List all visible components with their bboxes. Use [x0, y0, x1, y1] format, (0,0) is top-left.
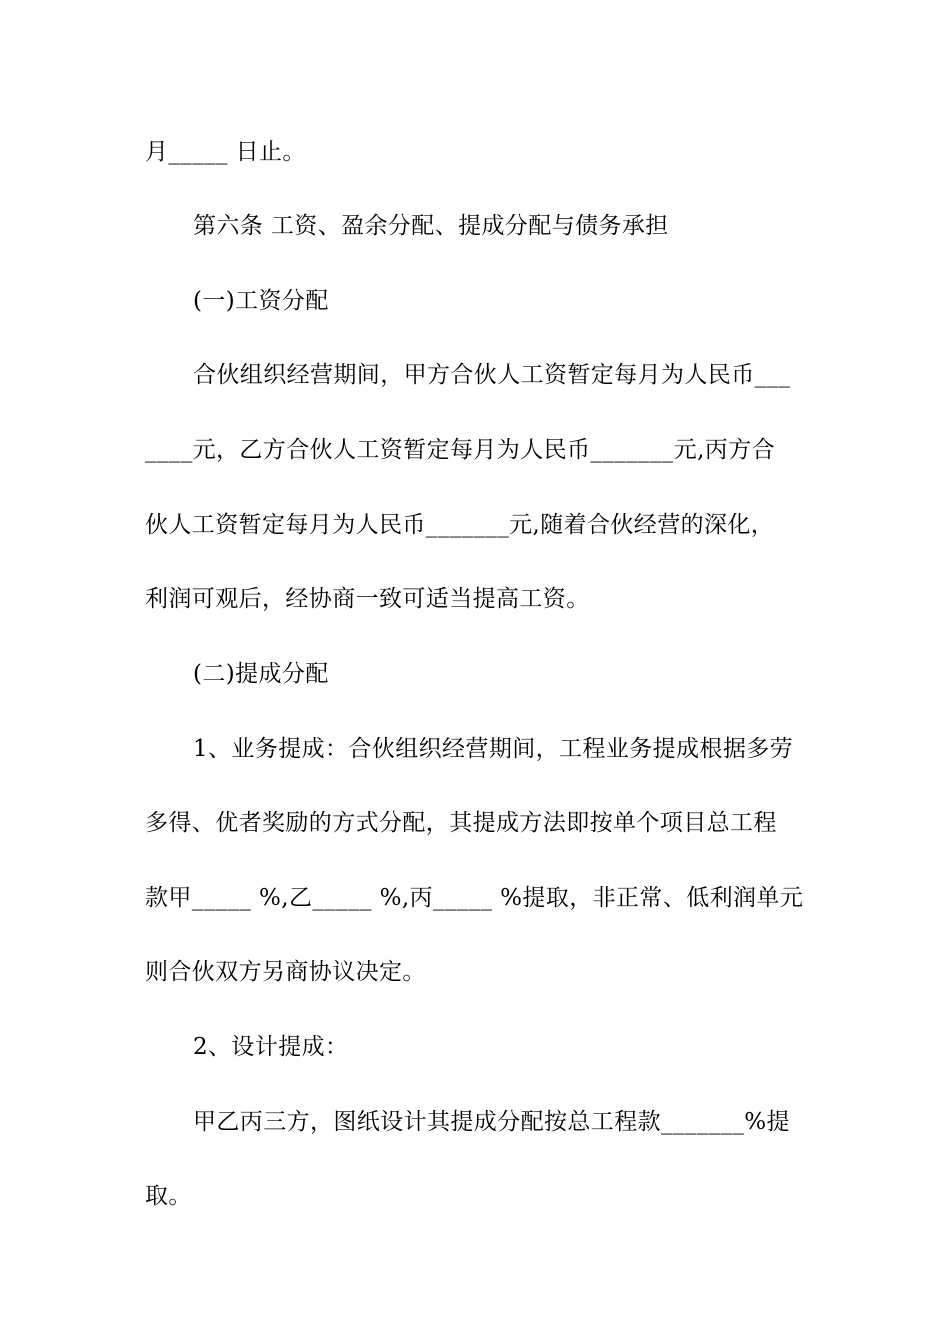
section-salary-heading: (一)工资分配 — [193, 288, 329, 314]
paragraph-line: 多得、优者奖励的方式分配，其提成方法即按单个项目总工程 — [145, 810, 777, 836]
section-commission-heading: (二)提成分配 — [193, 661, 329, 687]
paragraph-line: 取。 — [145, 1183, 192, 1209]
article-six-heading: 第六条 工资、盈余分配、提成分配与债务承担 — [193, 213, 669, 239]
paragraph-line: ____元，乙方合伙人工资暂定每月为人民币_______元,丙方合 — [145, 437, 776, 463]
paragraph-line: 利润可观后，经协商一致可适当提高工资。 — [145, 586, 590, 612]
paragraph-line: 甲乙丙三方，图纸设计其提成分配按总工程款_______%提 — [193, 1109, 790, 1135]
paragraph-line: 则合伙双方另商协议决定。 — [145, 959, 426, 985]
paragraph-line: 合伙组织经营期间，甲方合伙人工资暂定每月为人民币___ — [193, 362, 791, 388]
paragraph-line: 1、业务提成：合伙组织经营期间，工程业务提成根据多劳 — [193, 736, 794, 762]
paragraph-line: 款甲_____ %,乙_____ %,丙_____ %提取，非正常、低利润单元 — [145, 885, 804, 911]
text-line-month-end: 月_____ 日止。 — [145, 139, 306, 165]
paragraph-line: 伙人工资暂定每月为人民币_______元,随着合伙经营的深化， — [145, 512, 775, 538]
design-commission-heading: 2、设计提成： — [193, 1034, 349, 1060]
